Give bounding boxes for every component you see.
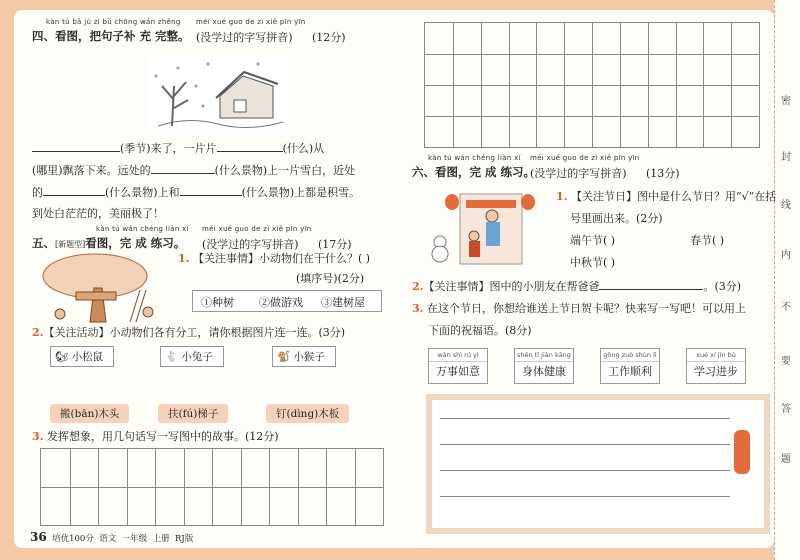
q4-pinyin: kàn tú bǎ jù zi bǔ chōng wán zhěng [46, 18, 181, 26]
q6-s3-text2: 下面的祝福语。(8分) [428, 324, 532, 337]
festival-illustration [430, 186, 542, 266]
festival-spring[interactable]: 春节( ) [690, 234, 725, 247]
gutter-char: 密 [781, 96, 791, 107]
q6-score: (13分) [646, 167, 680, 180]
gutter-char: 内 [781, 250, 791, 261]
blessing-card-4[interactable]: xué xí jìn bù 学习进步 [686, 348, 746, 384]
q6-note: (没学过的字写拼音) [530, 167, 627, 180]
q5-score: (17分) [318, 238, 352, 251]
q4-score: (12分) [312, 31, 346, 44]
blessing-card-3[interactable]: gōng zuò shùn lì 工作顺利 [600, 348, 660, 384]
q4-line2: (哪里)飘落下来。远处的 (什么景物)上一片雪白，近处 [32, 164, 356, 177]
task-carry-wood[interactable]: 搬(bān)木头 [50, 404, 129, 423]
q5-note-pinyin: méi xué guo de zì xiě pīn yīn [202, 225, 312, 233]
seal-line-gutter [774, 0, 800, 560]
blessing-card-2[interactable]: shēn tǐ jiàn kāng 身体健康 [514, 348, 574, 384]
monkey-icon: 🐒 [277, 351, 291, 363]
lantern-icon [734, 430, 750, 474]
grid-line [425, 54, 759, 55]
q6-s3-text: 3. 在这个节日，你想给谁送上节日贺卡呢？快来写一写吧！可以用上 [412, 302, 746, 315]
q4-note: (没学过的字写拼音) [196, 31, 293, 44]
q4-line3: 的 (什么景物)上和 (什么景物)上都是积雪。 [32, 186, 361, 199]
gutter-char: 不 [781, 302, 791, 313]
q6-s1-text: 1. 【关注节日】图中是什么节日？用“√”在括 [556, 190, 777, 203]
q5-options-box [192, 290, 382, 312]
task-nail-board[interactable]: 钉(dìng)木板 [266, 404, 349, 423]
gutter-char: 要 [781, 356, 791, 367]
tree-house-illustration [40, 252, 160, 324]
gutter-char: 题 [781, 454, 791, 465]
animal-monkey[interactable]: 🐒 小猴子 [272, 346, 336, 367]
card-line [440, 496, 730, 497]
gutter-char: 封 [781, 152, 791, 163]
grid-line [425, 85, 759, 86]
animal-squirrel[interactable]: 🐿 小松鼠 [50, 346, 114, 367]
q6-s1-text2: 号里画出来。(2分) [570, 212, 663, 225]
q5-pinyin: kàn tú wán chéng liàn xí [96, 225, 189, 233]
card-line [440, 470, 730, 471]
gutter-char: 线 [781, 200, 791, 211]
q5-s2-text: 2.【关注活动】小动物们各有分工，请你根据图片连一连。(3分) [32, 326, 346, 339]
q4-line4: 到处白茫茫的，美丽极了！ [32, 207, 164, 220]
q4-title: 四、看图，把句子补 充 完整。 [32, 29, 190, 43]
festival-mid-autumn[interactable]: 中秋节( ) [570, 256, 616, 269]
q5-s1-text2: (填序号)(2分) [296, 272, 365, 285]
grid-line [41, 487, 383, 488]
footer: 36 培优100分 语文 一年级 上册 RJ版 [30, 530, 194, 544]
blessing-card-1[interactable]: wàn shì rú yì 万事如意 [428, 348, 488, 384]
card-line [440, 444, 730, 445]
card-line [440, 418, 730, 419]
squirrel-icon: 🐿 [55, 351, 69, 363]
q6-note-pinyin: méi xué guo de zì xiě pīn yīn [530, 154, 640, 162]
option-3[interactable]: ③建树屋 [321, 296, 365, 309]
q4-note-pinyin: méi xué guo de zì xiě pīn yīn [196, 18, 306, 26]
option-1[interactable]: ①种树 [201, 296, 234, 309]
q6-s2-text: 2.【关注事情】图中的小朋友在帮爸爸 。(3分) [412, 280, 742, 293]
q4-line1: (季节)来了，一片片 (什么)从 [32, 140, 324, 156]
q5-s3-text: 3. 发挥想象，用几句话写一写图中的故事。(12分) [32, 430, 279, 443]
q6-title: 六、看图，完 成 练习。 [412, 165, 536, 179]
gutter-char: 答 [781, 404, 791, 415]
animal-rabbit[interactable]: 🐇 小兔子 [160, 346, 224, 367]
grid-line [425, 116, 759, 117]
q5-note: (没学过的字写拼音) [202, 238, 299, 251]
q5-title: 五、[新题型]看图，完 成 练习。 [32, 236, 186, 250]
writing-grid-right[interactable] [424, 22, 760, 148]
option-2[interactable]: ②做游戏 [259, 296, 303, 309]
greeting-card-frame[interactable] [426, 394, 770, 534]
festival-dragon-boat[interactable]: 端午节( ) [570, 234, 616, 247]
task-hold-ladder[interactable]: 扶(fú)梯子 [158, 404, 228, 423]
rabbit-icon: 🐇 [165, 351, 179, 363]
q5-s1-text: 1. 【关注事情】小动物们在干什么？( ) [178, 252, 371, 265]
snow-house-illustration [148, 56, 288, 134]
writing-grid-left[interactable] [40, 448, 384, 526]
q6-pinyin: kàn tú wán chéng liàn xí [428, 154, 521, 162]
